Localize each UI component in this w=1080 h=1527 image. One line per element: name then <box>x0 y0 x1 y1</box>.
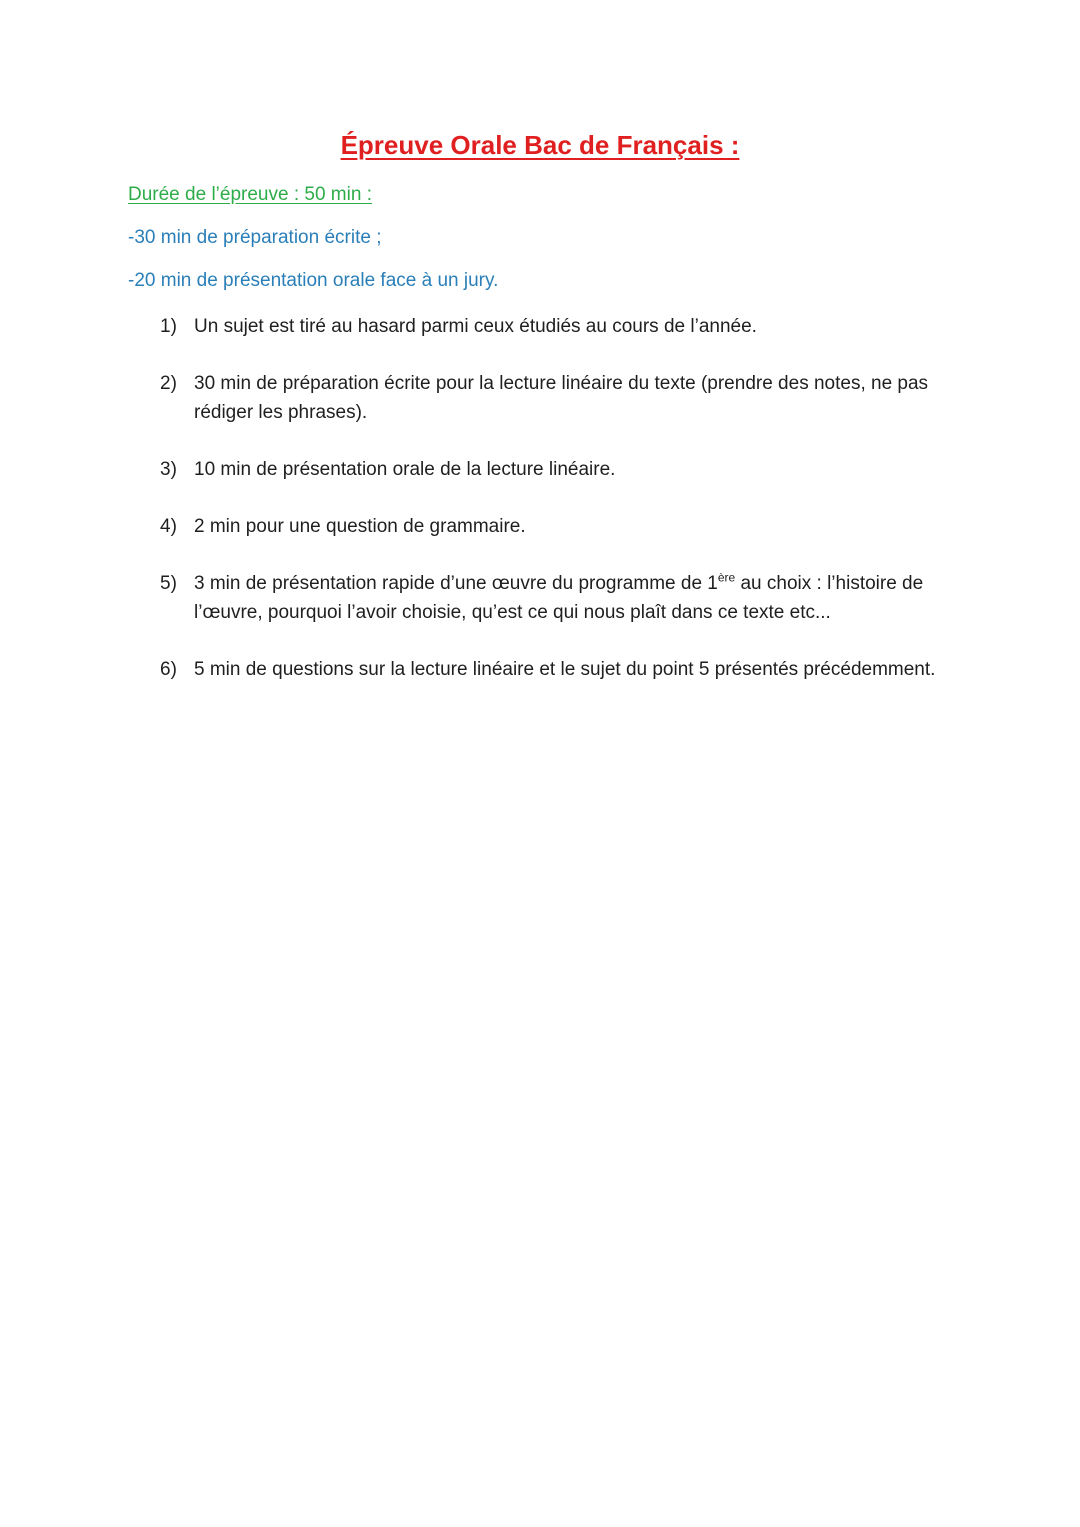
list-item <box>160 569 960 627</box>
step-number: 1) <box>160 316 177 337</box>
step-number: 4) <box>160 516 177 537</box>
step-text-before: 3 min de présentation rapide d’une œuvre du programme de 1 <box>194 573 718 594</box>
step-number: 2) <box>160 373 177 394</box>
step-text: 2 min pour une question de grammaire. <box>194 516 526 537</box>
duration-heading: Durée de l’épreuve : 50 min : <box>128 184 372 205</box>
page-title: Épreuve Orale Bac de Français : <box>340 130 740 160</box>
list-item <box>160 512 960 541</box>
list-item <box>160 455 960 484</box>
step-text <box>194 570 924 623</box>
ordinal-superscript: ère <box>717 570 736 585</box>
step-text: Un sujet est tiré au hasard parmi ceux étudiés au cours de l’année. <box>194 316 757 337</box>
step-number: 5) <box>160 573 177 594</box>
step-text: 5 min de questions sur la lecture linéaire et le sujet du point 5 présentés précédemment. <box>194 659 936 680</box>
step-number: 6) <box>160 659 177 680</box>
list-item <box>160 369 960 427</box>
step-text-after: au choix : l’histoire de l’œuvre, pourquoi l’avoir choisie, qu’est ce qui nous plaît dans ce texte etc... <box>194 573 924 623</box>
prep-line-oral: -20 min de présentation orale face à un jury. <box>128 270 499 291</box>
prep-line-writing: -30 min de préparation écrite ; <box>128 227 382 248</box>
step-text: 30 min de préparation écrite pour la lecture linéaire du texte (prendre des notes, ne pas rédiger les phrases). <box>194 373 929 423</box>
step-text: 10 min de présentation orale de la lecture linéaire. <box>194 459 616 480</box>
list-item <box>160 655 960 684</box>
list-item <box>160 312 960 341</box>
step-number: 3) <box>160 459 177 480</box>
steps-list <box>160 312 960 712</box>
